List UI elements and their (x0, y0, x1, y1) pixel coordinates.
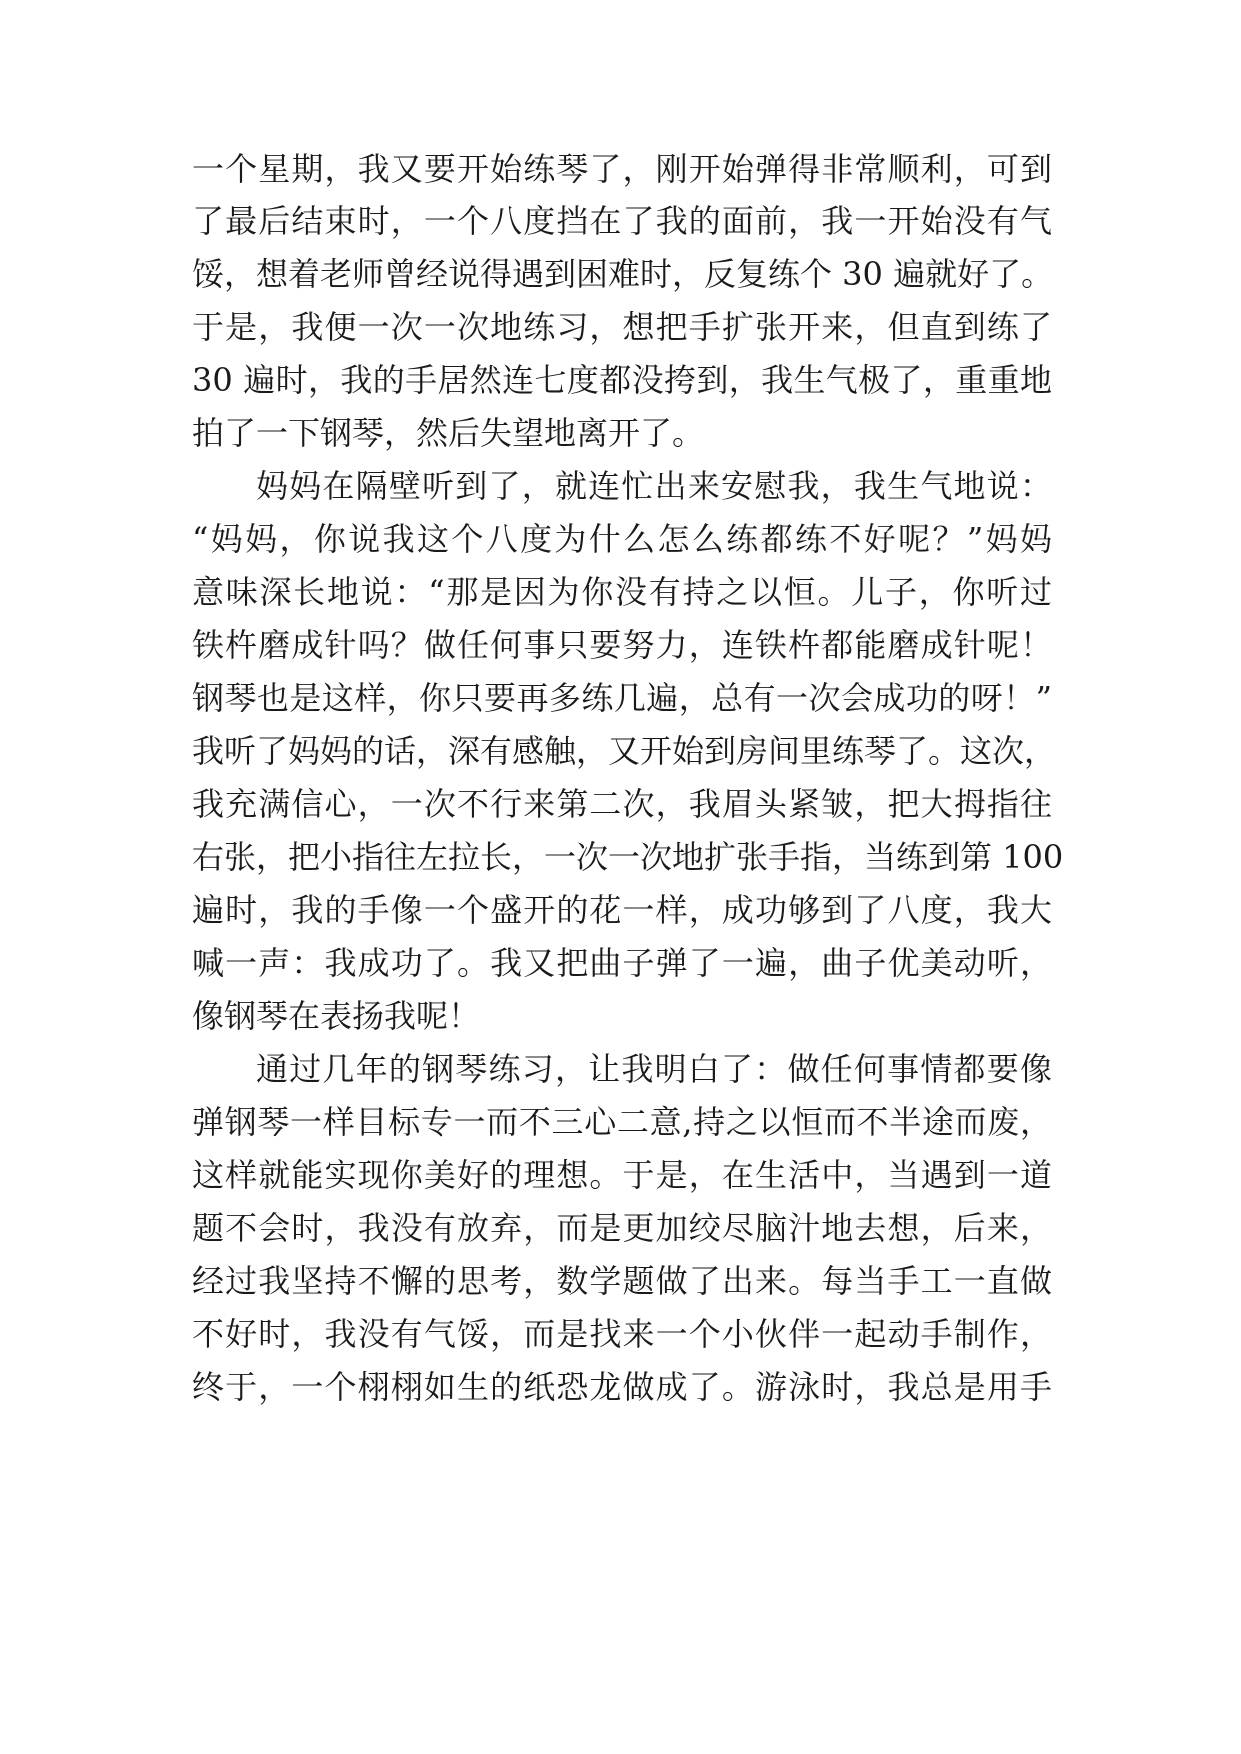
text-line: 30 遍时，我的手居然连七度都没挎到，我生气极了，重重地 (192, 361, 1052, 399)
text-line: 这样就能实现你美好的理想。于是，在生活中，当遇到一道 (192, 1156, 1052, 1194)
text-line: “妈妈，你说我这个八度为什么怎么练都练不好呢？”妈妈 (192, 520, 1052, 558)
text-line: 拍了一下钢琴，然后失望地离开了。 (192, 414, 705, 452)
text-line: 于是，我便一次一次地练习，想把手扩张开来，但直到练了 (192, 308, 1052, 346)
text-line: 我听了妈妈的话，深有感触，又开始到房间里练琴了。这次， (192, 732, 1057, 770)
text-line: 弹钢琴一样目标专一而不三心二意,持之以恒而不半途而废， (192, 1103, 1052, 1141)
text-line: 经过我坚持不懈的思考，数学题做了出来。每当手工一直做 (192, 1262, 1052, 1300)
text-line: 铁杵磨成针吗？做任何事只要努力，连铁杵都能磨成针呢！ (192, 626, 1052, 664)
text-line: 遍时，我的手像一个盛开的花一样，成功够到了八度，我大 (192, 891, 1052, 929)
paragraph-start-line: 通过几年的钢琴练习，让我明白了：做任何事情都要像 (256, 1050, 1052, 1088)
text-line: 钢琴也是这样，你只要再多练几遍，总有一次会成功的呀！” (192, 679, 1052, 717)
text-line: 右张，把小指往左拉长，一次一次地扩张手指，当练到第 100 (192, 838, 1064, 876)
text-line: 我充满信心，一次不行来第二次，我眉头紧皱，把大拇指往 (192, 785, 1052, 823)
text-line: 喊一声：我成功了。我又把曲子弹了一遍，曲子优美动听， (192, 944, 1052, 982)
text-line: 题不会时，我没有放弃，而是更加绞尽脑汁地去想，后来， (192, 1209, 1052, 1247)
text-line: 一个星期，我又要开始练琴了，刚开始弹得非常顺利，可到 (192, 150, 1052, 188)
text-line: 意味深长地说：“那是因为你没有持之以恒。儿子，你听过 (192, 573, 1052, 611)
text-line: 了最后结束时，一个八度挡在了我的面前，我一开始没有气 (192, 202, 1052, 240)
text-line: 像钢琴在表扬我呢！ (192, 997, 481, 1035)
paragraph-start-line: 妈妈在隔壁听到了，就连忙出来安慰我，我生气地说： (256, 467, 1052, 505)
text-line: 不好时，我没有气馁，而是找来一个小伙伴一起动手制作， (192, 1315, 1052, 1353)
text-line: 馁，想着老师曾经说得遇到困难时，反复练个 30 遍就好了。 (192, 255, 1054, 293)
text-line: 终于，一个栩栩如生的纸恐龙做成了。游泳时，我总是用手 (192, 1368, 1052, 1406)
